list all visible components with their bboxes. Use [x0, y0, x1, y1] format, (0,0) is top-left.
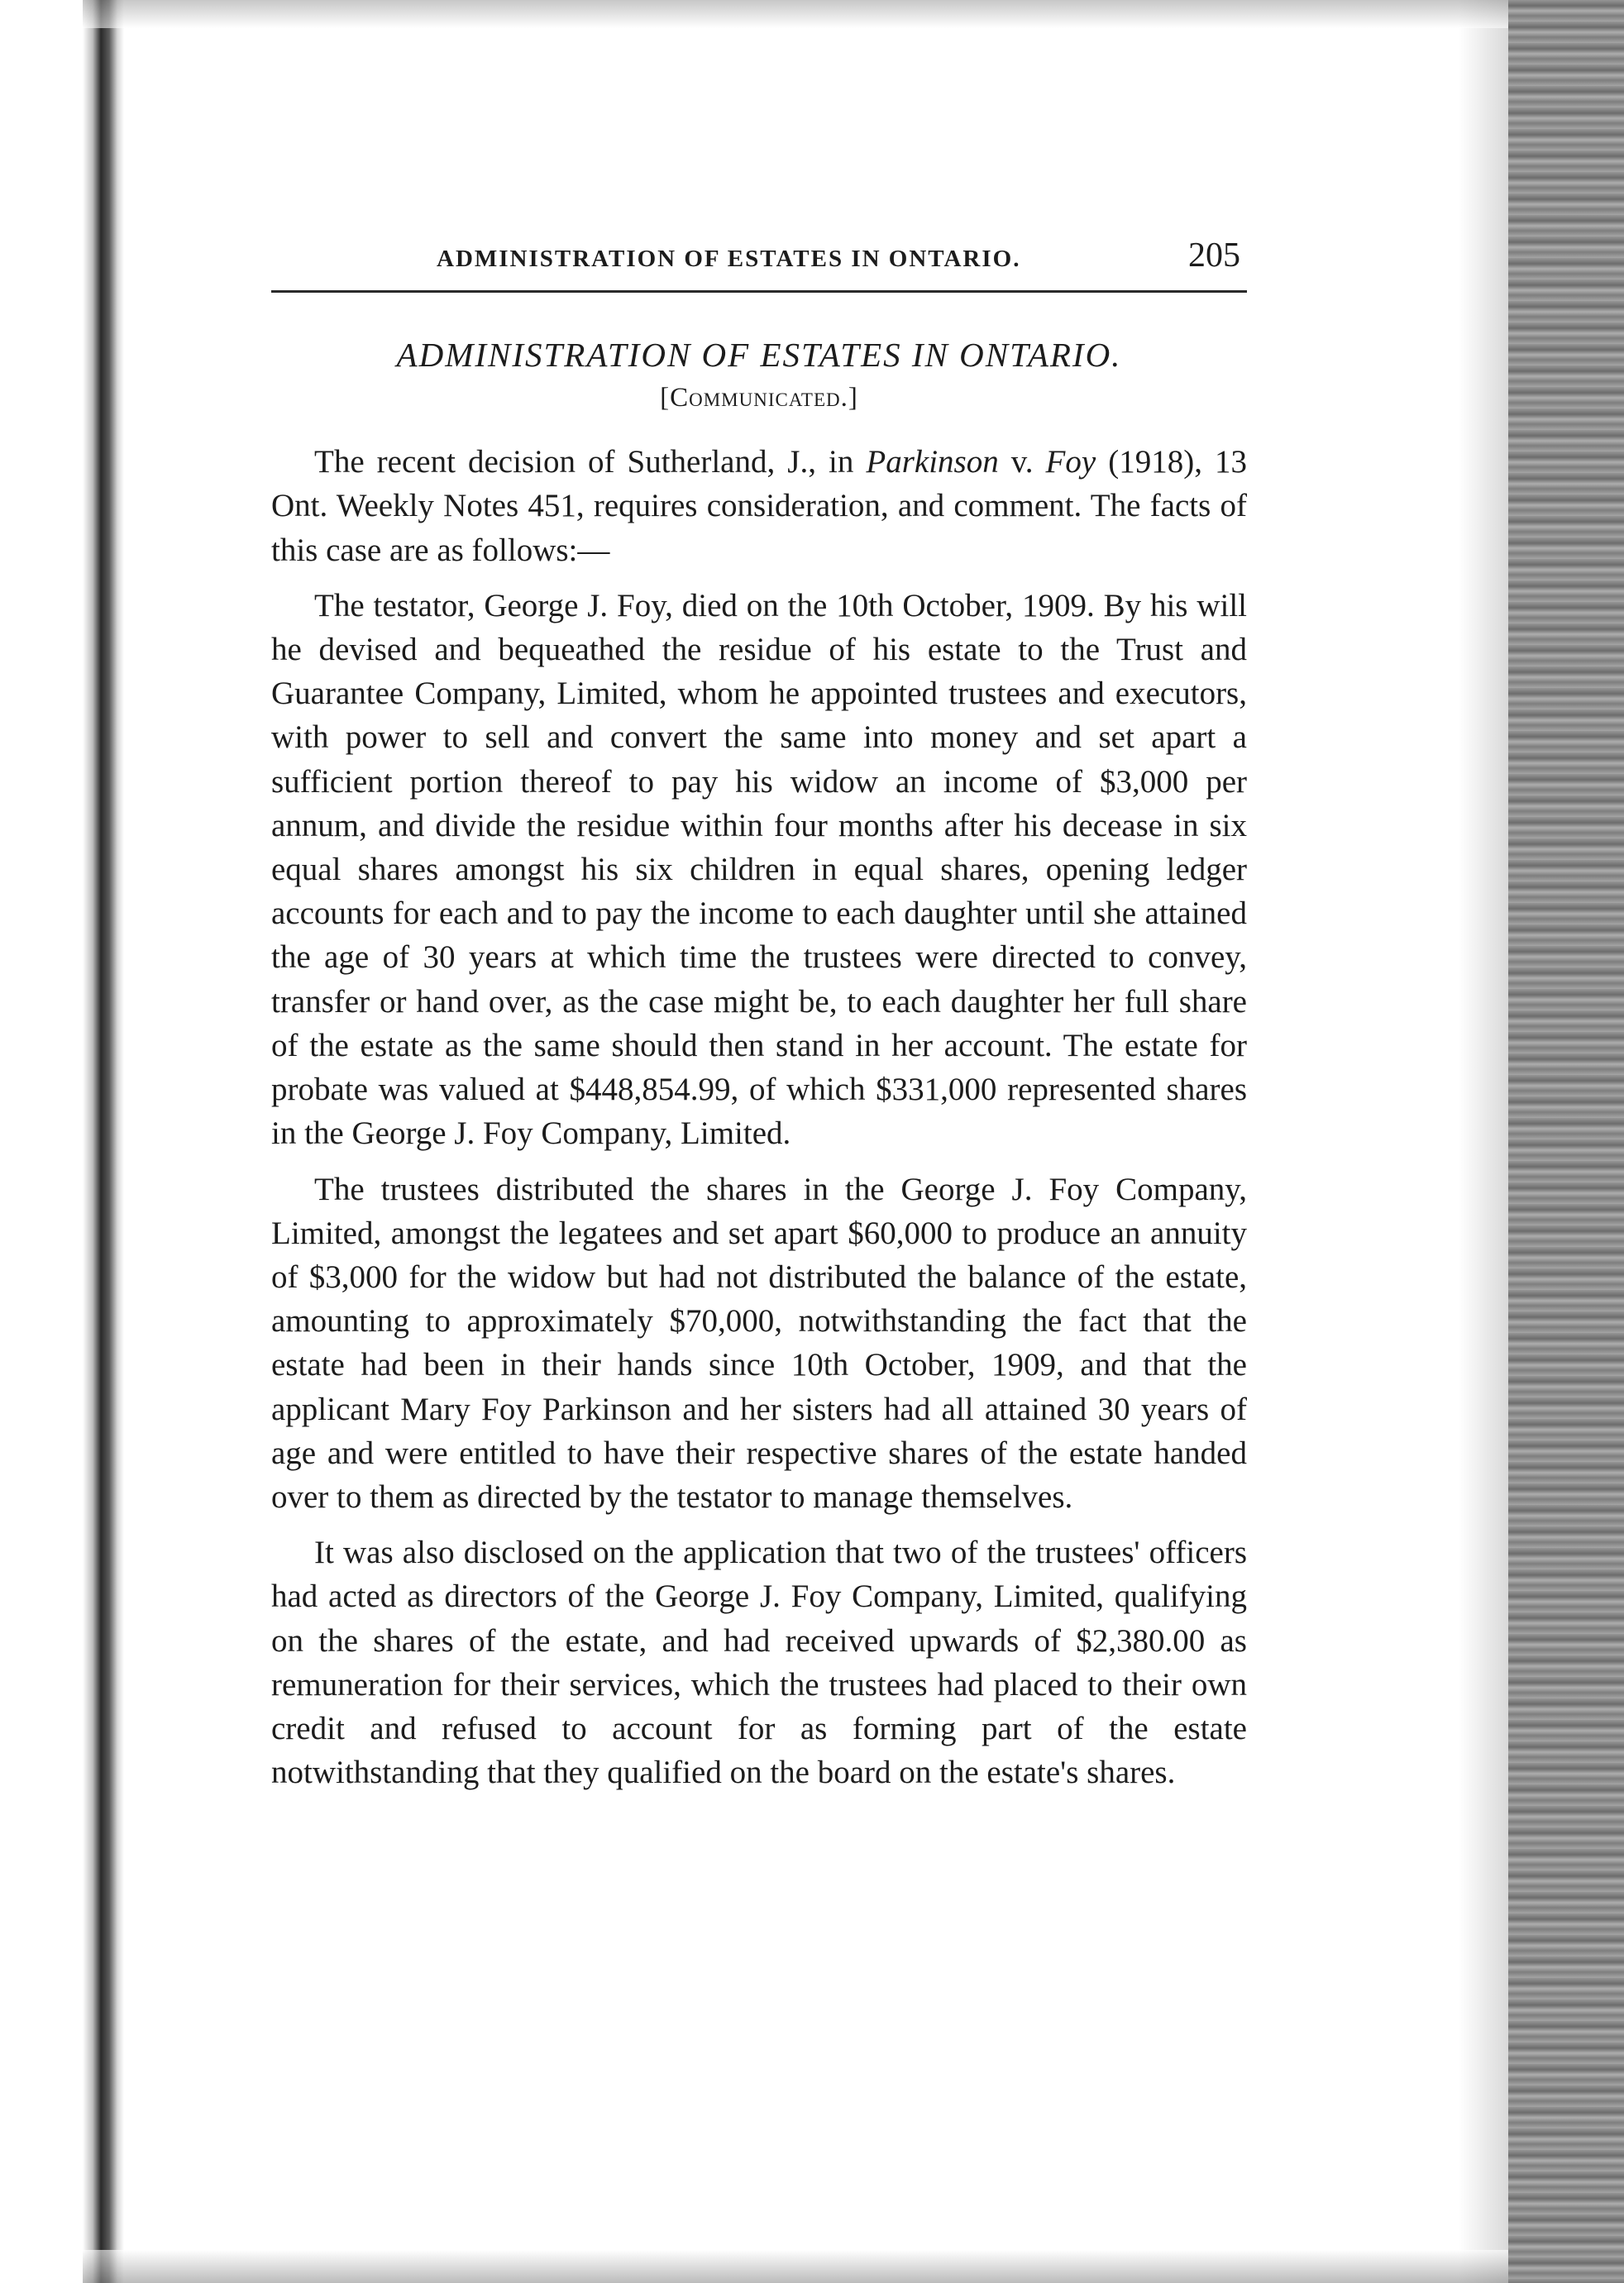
scan-gutter-left — [0, 0, 124, 2283]
paragraph: The testator, George J. Foy, died on the 10th October, 1909. By his will he devised and bequeathed the residue of his estate to the Trust and Guarantee Company, Limited, whom he appointed trustees and executors, with power to sell and convert the same into money and set apart a sufficient portion thereof to pay his widow an income of $3,000 per annum, and divide the residue within four months after his decease in six equal shares amongst his six children in equal shares, opening ledger accounts for each and to pay the income to each daughter until she attained the age of 30 years at which time the trustees were directed to convey, transfer or hand over, as the case might be, to each daughter her full share of the estate as the same should then stand in her account. The estate for probate was valued at $448,854.99, of which $331,000 represented shares in the George J. Foy Company, Limited. — [271, 587, 1247, 1152]
paragraph: The trustees distributed the shares in the George J. Foy Company, Limited, amongst the legatees and set apart $60,000 to produce an annuity of $3,000 for the widow but had not distributed the balance of the estate, amounting to approximately $70,000, notwithstanding the fact that the estate had been in their hands since 10th October, 1909, and that the applicant Mary Foy Parkinson and her sisters had all attained 30 years of age and were entitled to have their respective shares of the estate handed over to them as directed by the testator to manage themselves. — [271, 1171, 1247, 1515]
paragraph-text: The recent decision of Sutherland, J., in — [314, 444, 867, 480]
paragraph: It was also disclosed on the application that two of the trustees' officers had acted as directors of the George J. Foy Company, Limited, qualifying on the shares of the estate, and had received upwards of $2,380.00 as remuneration for their services, which the trustees had placed to their own credit and refused to account for as forming part of the estate notwithstanding that they qualified on the board on the estate's shares. — [271, 1535, 1247, 1791]
scan-shadow-right — [1459, 0, 1508, 2283]
scan-edge-bottom — [83, 2250, 1508, 2283]
versus: v. — [998, 444, 1046, 480]
scan-edge-top — [83, 0, 1508, 28]
book-page — [271, 236, 1247, 1806]
case-defendant: Foy — [1045, 444, 1096, 480]
scan-edge-right — [1508, 0, 1624, 2283]
article-title: ADMINISTRATION OF ESTATES IN ONTARIO. — [396, 336, 1122, 374]
paragraph-text: (1918), 13 Ont. Weekly Notes 451, requires consideration, and comment. The facts of this case are as follows:— — [271, 444, 1247, 568]
byline: [Communicated.] — [660, 383, 858, 413]
paragraph — [271, 440, 1247, 572]
article-body — [271, 440, 1247, 1794]
case-plaintiff: Parkinson — [866, 444, 999, 480]
running-header — [271, 236, 1247, 293]
running-title: ADMINISTRATION OF ESTATES IN ONTARIO. — [437, 246, 1021, 272]
page-number: 205 — [1188, 236, 1240, 275]
